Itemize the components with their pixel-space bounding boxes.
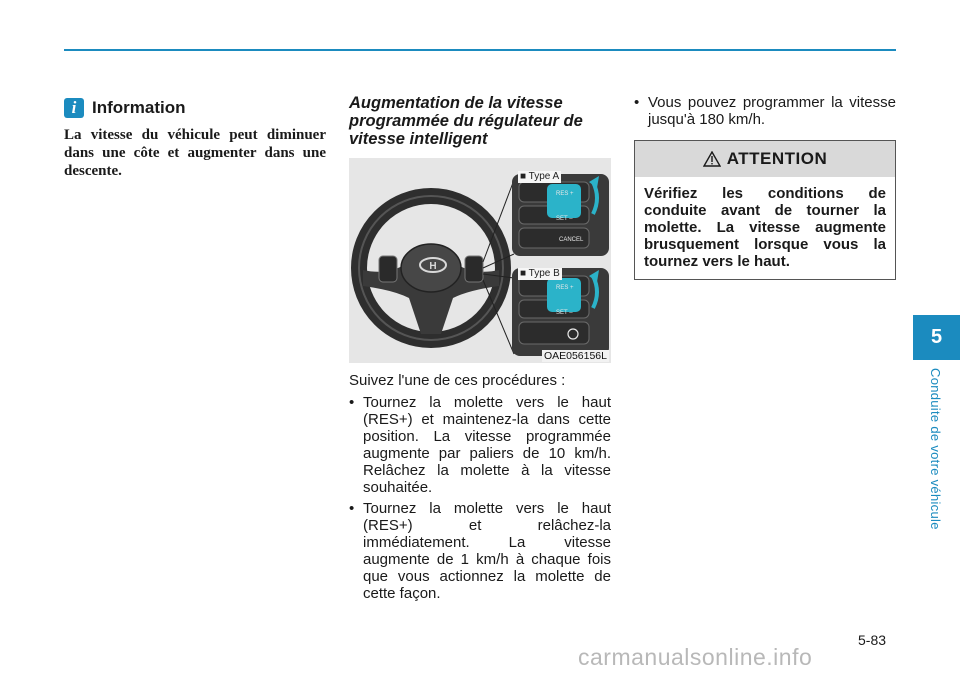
watermark: carmanualsonline.info — [578, 644, 813, 670]
chapter-number-tab: 5 — [913, 315, 960, 360]
attention-header — [635, 141, 895, 177]
speed-limit-note — [634, 94, 896, 128]
information-header — [64, 96, 326, 120]
list-item: • Tournez la molette vers le haut (RES+) et relâchez-la immédiatement. La vitesse augmente de 1 km/h à chaque fois que vous actionnez la molette de cette façon. — [349, 500, 611, 602]
steering-wheel-figure — [349, 158, 611, 363]
information-text: La vitesse du véhicule peut diminuer dans une côte et augmenter dans une descente. — [64, 127, 326, 179]
procedure-intro: Suivez l'une de ces procédures : — [349, 372, 566, 389]
attention-title: ATTENTION — [726, 149, 828, 168]
attention-box — [634, 140, 896, 280]
warning-triangle-icon — [703, 151, 721, 167]
svg-text:RES +: RES + — [556, 285, 574, 291]
page-number: 5-83 — [858, 632, 887, 648]
top-rule — [64, 49, 896, 51]
svg-text:RES +: RES + — [556, 191, 574, 197]
chapter-title: Conduite de votre véhicule — [928, 368, 943, 530]
procedure-list — [349, 394, 611, 606]
svg-text:SET –: SET – — [556, 216, 573, 222]
svg-text:SET –: SET – — [556, 310, 573, 316]
figure-code: OAE056156L — [543, 350, 607, 362]
svg-text:H: H — [429, 261, 437, 272]
svg-text:CANCEL: CANCEL — [559, 237, 584, 243]
info-icon: i — [64, 98, 84, 118]
steering-wheel-illustration — [349, 158, 611, 363]
information-title: Information — [92, 98, 186, 117]
section-title: Augmentation de la vitesse programmée du régulateur de vitesse intelligent — [349, 94, 583, 148]
list-item: • Tournez la molette vers le haut (RES+) et maintenez-la dans cette position. La vitesse programmée augmente par paliers de 10 km/h. Relâchez la molette à la vitesse souhaitée. — [349, 394, 611, 496]
attention-text: Vérifiez les conditions de conduite avant de tourner la molette. La vitesse augmente brusquement lorsque vous la tournez vers le haut. — [644, 185, 886, 270]
type-b-label: ■ Type B — [520, 268, 560, 279]
type-a-label: ■ Type A — [520, 171, 560, 182]
list-item: • Vous pouvez programmer la vitesse jusqu'à 180 km/h. — [634, 94, 896, 128]
